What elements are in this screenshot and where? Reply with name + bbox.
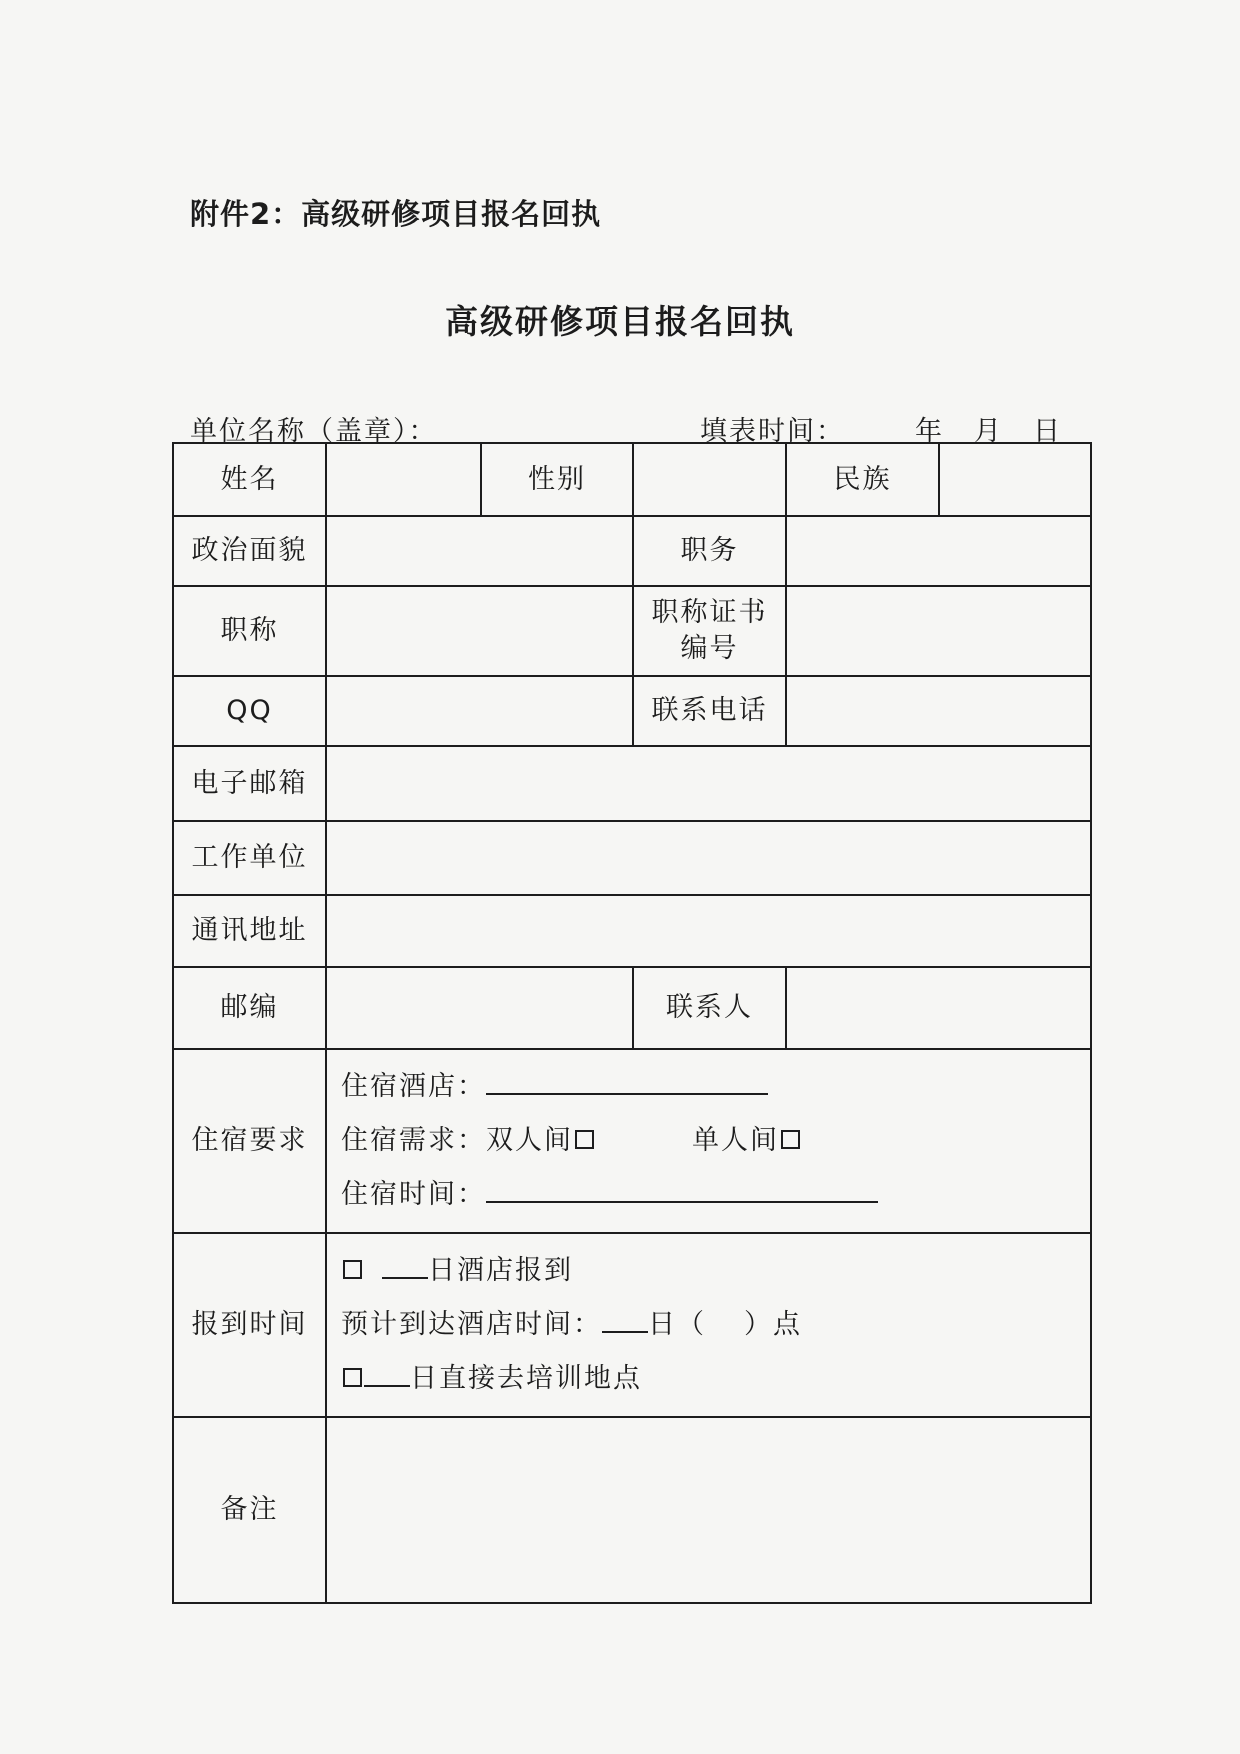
political-label: 政治面貌 xyxy=(173,516,326,586)
hotel-day-blank[interactable] xyxy=(382,1247,428,1279)
name-label: 姓名 xyxy=(173,443,326,516)
attachment-heading: 附件2：高级研修项目报名回执 xyxy=(190,197,602,231)
postcode-field[interactable] xyxy=(326,967,633,1049)
hotel-blank[interactable] xyxy=(486,1063,768,1095)
table-row xyxy=(173,586,1091,676)
ethnicity-label: 民族 xyxy=(786,443,939,516)
workplace-field[interactable] xyxy=(326,821,1091,895)
address-label: 通讯地址 xyxy=(173,895,326,967)
lodging-hotel-label: 住宿酒店： xyxy=(341,1071,486,1102)
political-field[interactable] xyxy=(326,516,633,586)
contact-field[interactable] xyxy=(786,967,1091,1049)
remarks-field[interactable] xyxy=(326,1417,1091,1603)
checkin-label: 报到时间 xyxy=(173,1233,326,1417)
position-field[interactable] xyxy=(786,516,1091,586)
table-row xyxy=(173,967,1091,1049)
lodging-time-label: 住宿时间： xyxy=(341,1179,486,1210)
table-row xyxy=(173,746,1091,821)
cert-number-label xyxy=(633,586,786,676)
address-field[interactable] xyxy=(326,895,1091,967)
eta-line xyxy=(341,1298,1090,1352)
remarks-label: 备注 xyxy=(173,1417,326,1603)
checkin-section xyxy=(326,1233,1091,1417)
eta-hour-text: ）点 xyxy=(744,1309,802,1340)
month-label: 月 xyxy=(974,416,1003,447)
gender-field[interactable] xyxy=(633,443,786,516)
title-label: 职称 xyxy=(173,586,326,676)
postcode-label: 邮编 xyxy=(173,967,326,1049)
position-label: 职务 xyxy=(633,516,786,586)
lodging-need-label: 住宿需求： xyxy=(341,1125,486,1156)
single-room-checkbox[interactable] xyxy=(781,1130,800,1149)
email-label: 电子邮箱 xyxy=(173,746,326,821)
year-label: 年 xyxy=(915,416,944,447)
checkin-hotel-line xyxy=(341,1244,1090,1298)
table-row xyxy=(173,895,1091,967)
lodging-time-blank[interactable] xyxy=(486,1171,878,1203)
hotel-checkin-text: 日酒店报到 xyxy=(428,1255,573,1286)
contact-label: 联系人 xyxy=(633,967,786,1049)
table-row xyxy=(173,821,1091,895)
form-title: 高级研修项目报名回执 xyxy=(445,302,795,341)
direct-text: 日直接去培训地点 xyxy=(410,1363,642,1394)
ethnicity-field[interactable] xyxy=(939,443,1091,516)
single-room-label: 单人间 xyxy=(692,1125,779,1156)
phone-label: 联系电话 xyxy=(633,676,786,746)
direct-line xyxy=(341,1352,1090,1406)
qq-field[interactable] xyxy=(326,676,633,746)
unit-name-label: 单位名称（盖章）： xyxy=(190,416,438,447)
double-room-label: 双人间 xyxy=(486,1125,573,1156)
table-row xyxy=(173,676,1091,746)
direct-checkbox[interactable] xyxy=(343,1368,362,1387)
lodging-hotel-line xyxy=(341,1060,1090,1114)
lodging-section xyxy=(326,1049,1091,1233)
table-row xyxy=(173,1417,1091,1603)
phone-field[interactable] xyxy=(786,676,1091,746)
name-field[interactable] xyxy=(326,443,481,516)
eta-day-blank[interactable] xyxy=(602,1301,648,1333)
table-row xyxy=(173,443,1091,516)
direct-day-blank[interactable] xyxy=(364,1355,410,1387)
lodging-need-line xyxy=(341,1114,1090,1168)
hotel-checkin-checkbox[interactable] xyxy=(343,1260,362,1279)
double-room-checkbox[interactable] xyxy=(575,1130,594,1149)
eta-label: 预计到达酒店时间： xyxy=(341,1309,602,1340)
registration-form-table xyxy=(172,442,1092,1604)
lodging-time-line xyxy=(341,1168,1090,1222)
table-row xyxy=(173,1233,1091,1417)
gender-label: 性别 xyxy=(481,443,633,516)
table-row xyxy=(173,1049,1091,1233)
email-field[interactable] xyxy=(326,746,1091,821)
cert-label-line2: 编号 xyxy=(680,633,739,664)
cert-label-line1: 职称证书 xyxy=(651,597,768,628)
day-label: 日 xyxy=(1033,416,1062,447)
eta-day-text: 日（ xyxy=(648,1309,706,1340)
lodging-label: 住宿要求 xyxy=(173,1049,326,1233)
qq-label: QQ xyxy=(173,676,326,746)
table-row xyxy=(173,516,1091,586)
fill-date-label: 填表时间： xyxy=(700,416,845,447)
title-field[interactable] xyxy=(326,586,633,676)
workplace-label: 工作单位 xyxy=(173,821,326,895)
cert-number-field[interactable] xyxy=(786,586,1091,676)
